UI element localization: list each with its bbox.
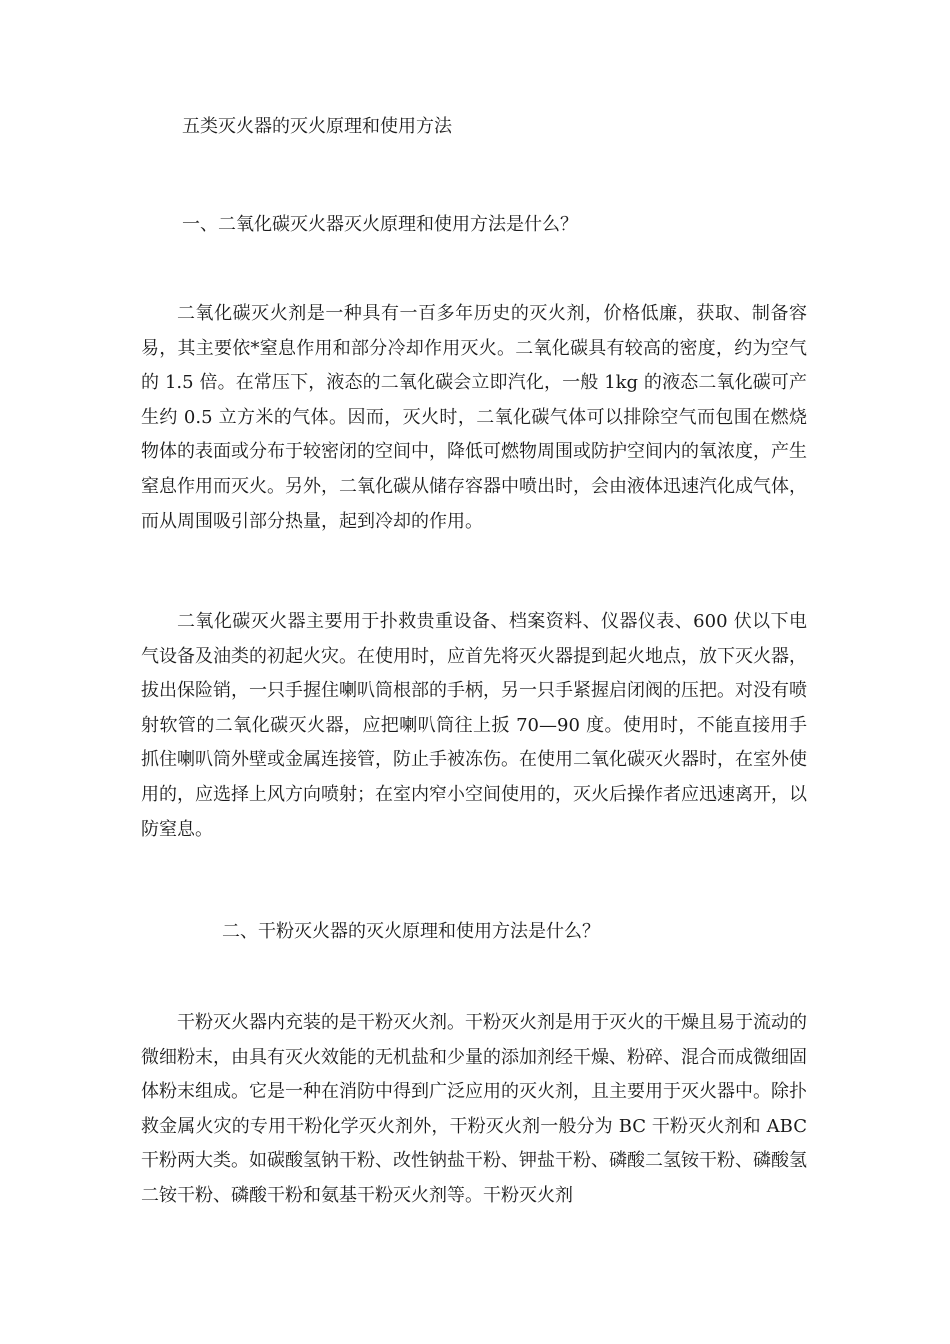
paragraph-co2-principle: 二氧化碳灭火剂是一种具有一百多年历史的灭火剂，价格低廉，获取、制备容易，其主要依*窒息作用和部分冷却作用灭火。二氧化碳具有较高的密度，约为空气的 1.5 倍。在常压下，液态的二氧化碳会立即汽化，一般 1kg 的液态二氧化碳可产生约 0.5 立方米的气体。因而，灭火时，二氧化碳气体可以排除空气而包围在燃烧物体的表面或分布于较密闭的空间中，降低可燃物周围或防护空间内的氧浓度，产生窒息作用而灭火。另外，二氧化碳从储存容器中喷出时，会由液体迅速汽化成气体，而从周围吸引部分热量，起到冷却的作用。 xyxy=(141,303,807,532)
paragraph-dry-powder-principle: 干粉灭火器内充装的是干粉灭火剂。干粉灭火剂是用于灭火的干燥且易于流动的微细粉末，由具有灭火效能的无机盐和少量的添加剂经干燥、粉碎、混合而成微细固体粉末组成。它是一种在消防中得到广泛应用的灭火剂，且主要用于灭火器中。除扑救金属火灾的专用干粉化学灭火剂外，干粉灭火剂一般分为 BC 干粉灭火剂和 ABC 干粉两大类。如碳酸氢钠干粉、改性钠盐干粉、钾盐干粉、磷酸二氢铵干粉、磷酸氢二铵干粉、磷酸干粉和氨基干粉灭火剂等。干粉灭火剂 xyxy=(141,1012,807,1206)
section-heading-co2: 一、二氧化碳灭火器灭火原理和使用方法是什么？ xyxy=(182,214,578,235)
section-heading-dry-powder: 二、干粉灭火器的灭火原理和使用方法是什么？ xyxy=(222,921,600,942)
paragraph-co2-usage: 二氧化碳灭火器主要用于扑救贵重设备、档案资料、仪器仪表、600 伏以下电气设备及油类的初起火灾。在使用时，应首先将灭火器提到起火地点，放下灭火器，拔出保险销，一只手握住喇叭筒根部的手柄，另一只手紧握启闭阀的压把。对没有喷射软管的二氧化碳灭火器，应把喇叭筒往上扳 70—90 度。使用时，不能直接用手抓住喇叭筒外壁或金属连接管，防止手被冻伤。在使用二氧化碳灭火器时，在室外使用的，应选择上风方向喷射；在室内窄小空间使用的，灭火后操作者应迅速离开，以防窒息。 xyxy=(141,611,807,840)
document-title: 五类灭火器的灭火原理和使用方法 xyxy=(182,116,452,137)
